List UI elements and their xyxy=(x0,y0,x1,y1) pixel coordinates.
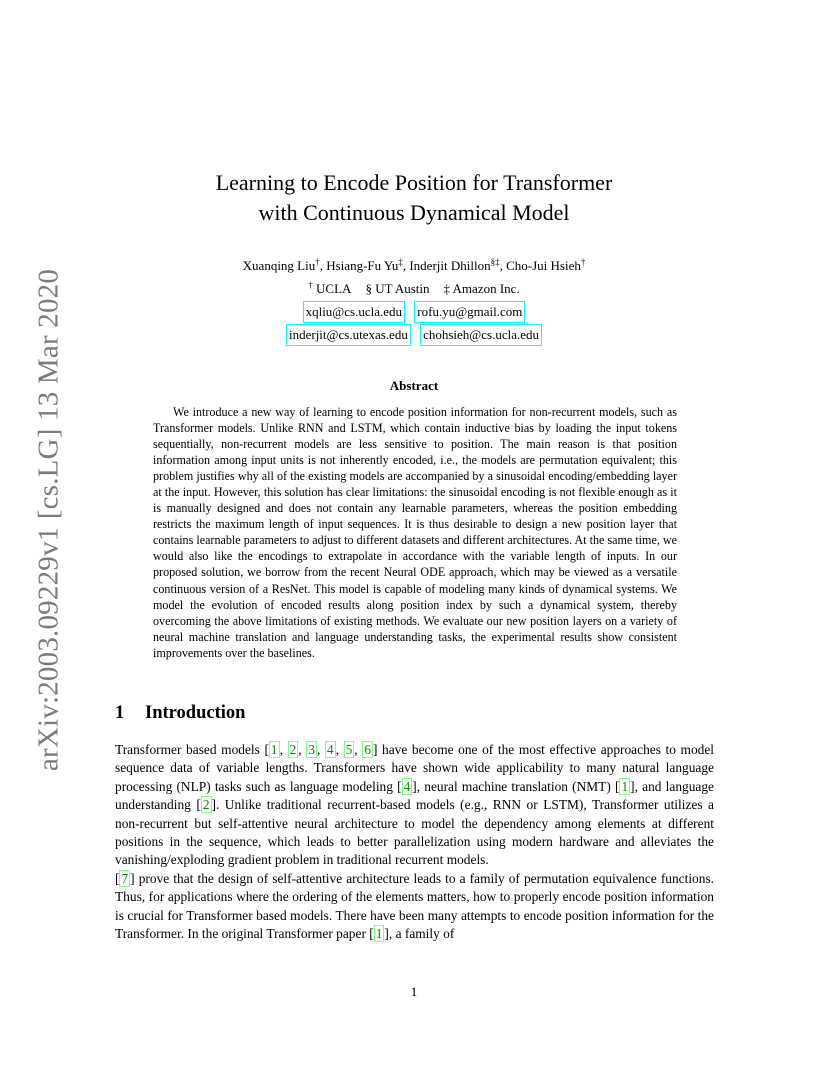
introduction-body xyxy=(115,741,714,943)
email-row xyxy=(0,324,828,346)
affiliation-list xyxy=(0,279,828,299)
citation-link[interactable]: 1 xyxy=(375,926,383,942)
text-run: Transformer based models [ xyxy=(115,742,269,757)
author-name: Hsiang-Fu Yu xyxy=(326,258,399,273)
email-link[interactable]: chohsieh@cs.ucla.edu xyxy=(420,324,542,346)
citation-link[interactable]: 2 xyxy=(289,742,297,757)
text-run: ] prove that the design of self-attentive architecture leads to a family of permutation equivalence functions. Thus, for applications where the ordering of the elements matters, how to properly encode position information is crucial for Transformer based models. There have been many attempts to encode position information for the Transformer. In the original Transformer paper [ xyxy=(115,870,714,942)
affiliation-mark: † xyxy=(308,280,313,290)
author-mark: † xyxy=(315,257,320,267)
text-run: [ xyxy=(115,870,120,886)
citation-link[interactable]: 1 xyxy=(270,742,278,757)
citation-link[interactable]: 7 xyxy=(121,870,129,886)
page-number: 1 xyxy=(410,984,418,999)
citation-link[interactable]: 2 xyxy=(202,797,210,813)
section-number: 1 xyxy=(115,703,125,723)
text-run: ], and language understanding [ xyxy=(115,778,714,813)
author-list: Xuanqing Liu†, Hsiang-Fu Yu‡, Inderjit Dhillon§‡, Cho-Jui Hsieh† xyxy=(242,257,586,273)
section-title: Introduction xyxy=(145,703,246,723)
citation-link[interactable]: 1 xyxy=(621,778,629,794)
citation-link[interactable]: 3 xyxy=(308,742,315,757)
email-link[interactable]: inderjit@cs.utexas.edu xyxy=(286,324,411,346)
paragraph xyxy=(115,870,714,944)
citation-link[interactable]: 6 xyxy=(364,742,371,757)
abstract-heading: Abstract xyxy=(389,378,439,393)
email-link[interactable]: xqliu@cs.ucla.edu xyxy=(303,301,405,323)
author-mark: † xyxy=(580,257,586,267)
title-line-2: with Continuous Dynamical Model xyxy=(258,200,570,225)
citation-link[interactable]: 5 xyxy=(345,742,353,757)
arxiv-identifier: arXiv:2003.09229v1 [cs.LG] 13 Mar 2020 xyxy=(32,268,65,772)
text-run: ], a family of xyxy=(384,926,455,942)
author-mark: ‡ xyxy=(398,257,403,267)
title-line-1: Learning to Encode Position for Transformer xyxy=(215,170,613,195)
citation-link[interactable]: 4 xyxy=(326,742,334,757)
author-name: Cho-Jui Hsieh xyxy=(506,258,581,273)
email-link[interactable]: rofu.yu@gmail.com xyxy=(414,301,525,323)
citation-link[interactable]: 4 xyxy=(403,778,411,794)
author-name: Inderjit Dhillon xyxy=(409,258,491,273)
author-mark: §‡ xyxy=(490,257,500,267)
affiliation-name: UCLA xyxy=(316,281,352,296)
paragraph: Transformer based models [ 1 , 2 , 3 , 4 , 5 , 6 ] have become one of the most effective approaches to model sequence data of variable lengths. Transformers have shown wide applicability to many natural language processing (NLP) tasks such as language modeling [ 4 ], neural machine translation (NMT) [ 1 ], and language understanding [ 2 ]. Unlike traditional recurrent-based models (e.g., RNN or LSTM), Transformer utilizes a non-recurrent but self-attentive neural architecture to model the dependency among elements at different positions in the sequence, which leads to better parallelization using modern hardware and alleviates the vanishing/exploding gradient problem in traditional recurrent models. xyxy=(115,742,715,868)
affiliation-name: Amazon Inc. xyxy=(452,281,520,296)
section-heading xyxy=(115,703,245,724)
text-run: ]. Unlike traditional recurrent-based models (e.g., RNN or LSTM), Transformer utilizes a non-recurrent but self-attentive neural architecture to model the dependency among elements at different positions in the sequence, which leads to better parallelization using modern hardware and alleviates the vanishing/exploding gradient problem in traditional recurrent models. xyxy=(115,797,714,868)
author-name: Xuanqing Liu xyxy=(242,258,316,273)
paper-title xyxy=(0,168,828,228)
affiliation-name: UT Austin xyxy=(375,281,430,296)
abstract-body xyxy=(153,404,677,661)
text-run: ] have become one of the most effective approaches to model sequence data of variable lengths. Transformers have shown wide applicability to many natural language processing (NLP) tasks such as language modeling [ xyxy=(115,742,715,794)
text-run: ], neural machine translation (NMT) [ xyxy=(412,778,620,794)
email-row xyxy=(0,301,828,323)
abstract-text: We introduce a new way of learning to encode position information for non-recurrent models, such as Transformer models. Unlike RNN and LSTM, which contain inductive bias by loading the input tokens sequentially, non-recurrent models are less sensitive to position. The main reason is that position information among input units is not inherently encoded, i.e., the models are permutation equivalent; this problem justifies why all of the existing models are accompanied by a sinusoidal encoding/embedding layer at the input. However, this solution has clear limitations: the sinusoidal encoding is not flexible enough as it is manually designed and does not contain any learnable parameters, whereas the position embedding restricts the maximum length of input sequences. It is thus desirable to design a new position layer that contains learnable parameters to adjust to different datasets and different architectures. At the same time, we would also like the encodings to extrapolate in accordance with the variable length of inputs. In our proposed solution, we borrow from the recent Neural ODE approach, which may be viewed as a versatile continuous version of a ResNet. This model is capable of modeling many kinds of dynamical systems. We model the evolution of encoded results along position index by such a dynamical system, thereby overcoming the above limitations of existing methods. We evaluate our new position layers on a variety of neural machine translation and language understanding tasks, the experimental results show consistent improvements over the baselines. xyxy=(153,405,677,660)
affiliation-mark: § xyxy=(365,281,372,296)
affiliation-mark: ‡ xyxy=(443,281,450,296)
